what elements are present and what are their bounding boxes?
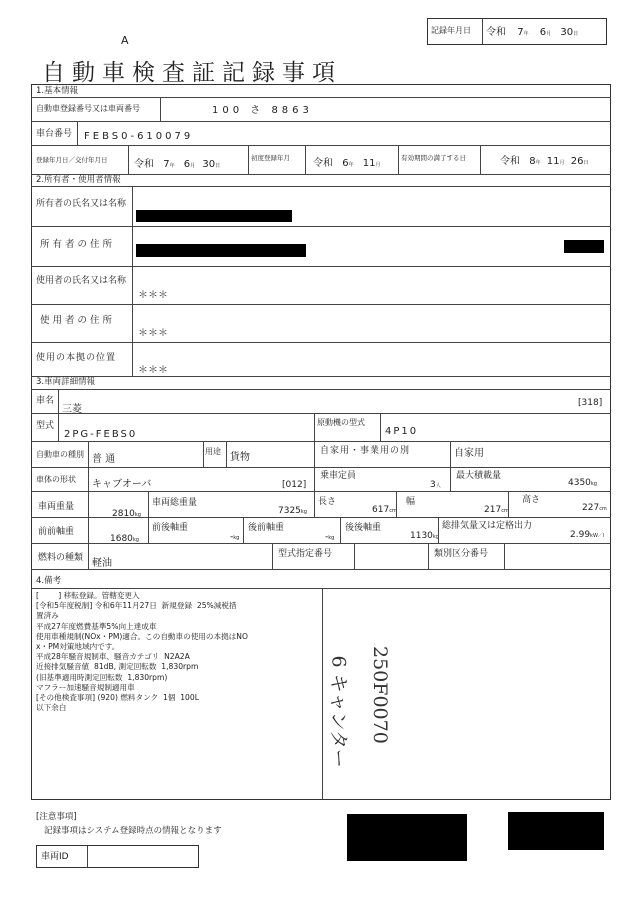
weight-value: 2810kg [112, 509, 141, 519]
kind-value: 普 通 [92, 454, 116, 465]
engine-value: 4P10 [385, 426, 419, 437]
private-label: 自家用・事業用の別 [320, 446, 411, 456]
capacity-label: 乗車定員 [320, 471, 357, 481]
make-code: [318] [578, 398, 603, 408]
make-value: 三菱 [62, 404, 82, 415]
ff-axle-value: 1680kg [110, 534, 139, 544]
model-label: 型式 [36, 421, 55, 431]
gross-value: 7325kg [278, 506, 307, 516]
weight-label: 車両重量 [38, 502, 75, 512]
length-value: 617cm [372, 505, 397, 515]
vehicle-id-label: 車両ID [41, 852, 69, 862]
base-location-label: 使用の本拠の位置 [36, 353, 117, 363]
model-value: 2PG-FEBS0 [64, 429, 138, 440]
caution-text: 記録事項はシステム登録時点の情報となります [44, 826, 222, 836]
rf-axle-value: -kg [325, 532, 335, 542]
section-basic: 1.基本情報 [36, 86, 79, 96]
owner-address-label: 所有者の住所 [40, 239, 116, 250]
capacity-value: 3人 [430, 480, 441, 490]
fr-axle-label: 前後軸重 [152, 523, 189, 533]
use-value: 貨物 [230, 452, 250, 463]
vehicle-id-box [36, 845, 199, 868]
rf-axle-label: 後前軸重 [248, 523, 285, 533]
height-label: 高さ [522, 495, 541, 505]
handwritten-name: 6 キャンター [327, 655, 350, 768]
section-vehicle: 3.車両詳細情報 [36, 377, 96, 387]
fuel-label: 燃料の種類 [38, 553, 84, 563]
top-marker: A [121, 34, 129, 47]
owner-name-label: 所有者の氏名又は名称 [36, 199, 127, 209]
fr-axle-value: -kg [230, 532, 240, 542]
record-date-box [427, 18, 607, 45]
rr-axle-value: 1130kg [410, 531, 439, 541]
redacted-owner-address-2 [564, 240, 604, 253]
remarks-text: [ ] 移転登録。管轄変更入 [令和5年度税制] 令和6年11月27日 新規登録 25%減税措 置済み 平成27年度燃費基準5%向上達成車 使用車種規制(NOx・PM)適合。この自動車の使用の本拠はNO x・PM対策地域内です。 平成28年騒音規制車、騒音カテゴリ N2A2A 近接排気騒音値 81dB, 測定回転数 1,830rpm (旧基準適用時測定回転数 1,830rpm) マフラー加速騒音規制適用車 [その他検査事項] (920) 燃料タンク 1個 100L 以下余白 [36, 591, 248, 713]
rr-axle-label: 後後軸重 [345, 523, 382, 533]
expiry-value: 令和 8年 11月 26日 [500, 156, 589, 167]
use-label: 用途 [205, 447, 221, 456]
user-name-value: ＊＊＊ [138, 290, 168, 301]
displacement-label: 総排気量又は定格出力 [442, 521, 533, 531]
maxload-label: 最大積載量 [456, 471, 502, 481]
base-location-value: ＊＊＊ [138, 365, 168, 376]
make-label: 車名 [36, 396, 55, 406]
maxload-value: 4350kg [568, 478, 597, 488]
ff-axle-label: 前前軸重 [38, 527, 75, 537]
redacted-stamp-2 [508, 812, 604, 850]
shape-value: キャブオーバ [92, 479, 152, 490]
width-label: 幅 [406, 497, 416, 507]
category-number-label: 類別区分番号 [434, 549, 489, 559]
user-address-label: 使用者の住所 [40, 315, 116, 326]
redacted-owner-name [136, 210, 292, 222]
private-value: 自家用 [454, 448, 484, 459]
page-title: 自動車検査証記録事項 [42, 60, 342, 86]
type-number-label: 型式指定番号 [278, 549, 333, 559]
redacted-stamp-1 [347, 814, 467, 861]
first-reg-value: 令和 6年 11月 [313, 158, 381, 169]
reg-no-value: 100 さ 8863 [212, 105, 313, 116]
width-value: 217cm [484, 505, 509, 515]
reg-date-value: 令和 7年 6月 30日 [134, 159, 221, 170]
redacted-owner-address [136, 244, 306, 257]
caution-title: [注意事項] [36, 812, 77, 822]
displacement-value: 2.99kW／l [570, 530, 605, 540]
section-owner: 2.所有者・使用者情報 [36, 175, 121, 185]
record-date-label: 記録年月日 [431, 26, 471, 35]
length-label: 長さ [318, 497, 337, 507]
gross-label: 車両総重量 [152, 498, 198, 508]
first-reg-label: 初度登録年月 [251, 154, 290, 162]
shape-code: [012] [282, 480, 307, 490]
chassis-label: 車台番号 [36, 129, 73, 139]
handwritten-code: 250F0070 [369, 646, 391, 744]
fuel-value: 軽油 [92, 558, 112, 569]
section-notes: 4.備考 [36, 576, 62, 586]
user-name-label: 使用者の氏名又は名称 [36, 276, 127, 286]
engine-label: 原動機の型式 [317, 418, 365, 427]
reg-no-label: 自動車登録番号又は車両番号 [36, 104, 140, 113]
reg-date-label: 登録年月日／交付年月日 [36, 156, 108, 164]
expiry-label: 有効期間の満了する日 [401, 154, 466, 162]
chassis-value: FEBS0-610079 [84, 131, 194, 142]
shape-label: 車体の形状 [36, 475, 76, 484]
height-value: 227cm [582, 503, 607, 513]
user-address-value: ＊＊＊ [138, 328, 168, 339]
kind-label: 自動車の種別 [36, 450, 84, 459]
record-date-value: 令和 7年 6月 30日 [486, 27, 579, 38]
